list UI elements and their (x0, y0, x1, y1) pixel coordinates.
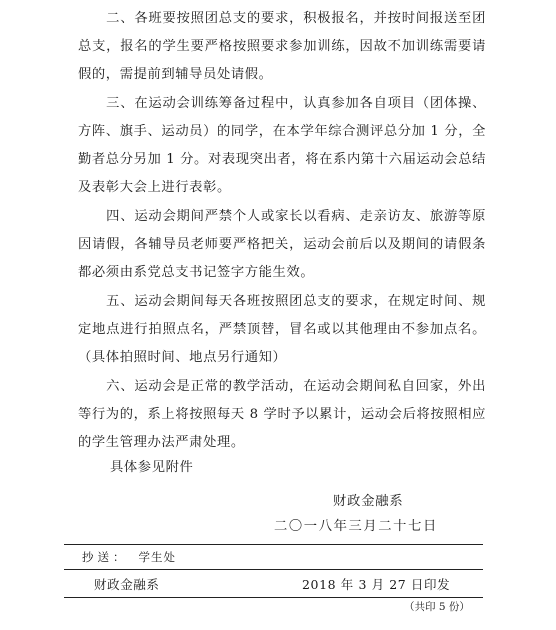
paragraph-registration (78, 5, 486, 89)
paragraph-text: 六、运动会是正常的教学活动，在运动会期间私自回家，外出等行为的，系上将按照每天 8 学时予以累计，运动会后将按照相应的学生管理办法严肃处理。 (78, 379, 486, 450)
paragraph-text: 二、各班要按照团总支的要求，积极报名，并按时间报送至团总支，报名的学生要严格按照要求参加训练，因故不加训练需要请假的，需提前到辅导员处请假。 (78, 11, 486, 82)
paragraph-text: 五、运动会期间每天各班按照团总支的要求，在规定时间、规定地点进行拍照点名，严禁顶替，冒名或以其他理由不参加点名。（具体拍照时间、地点另行通知） (78, 294, 486, 365)
paragraph-roll-call (78, 288, 486, 372)
paragraph-text: 三、在运动会训练筹备过程中，认真参加各自项目（团体操、方阵、旗手、运动员）的同学，在本学年综合测评总分加 1 分，全勤者总分另加 1 分。对表现突出者，将在系内第十六届运动会总结及表彰大会上进行表彰。 (78, 96, 486, 195)
paragraph-discipline (78, 373, 486, 457)
signature-date: 二〇一八年三月二十七日 (274, 519, 438, 534)
cc-label: 抄送： (82, 550, 129, 564)
cc-value: 学生处 (138, 550, 176, 564)
footer-middle-rule (64, 569, 483, 570)
footer-bottom-rule (64, 597, 483, 598)
attachment-note: 具体参见附件 (110, 460, 194, 475)
copies-count: （共印 5 份） (404, 601, 470, 613)
paragraph-text: 四、运动会期间严禁个人或家长以看病、走亲访友、旅游等原因请假，各辅导员老师要严格把关，运动会前后以及期间的请假条都必须由系党总支书记签字方能生效。 (78, 209, 486, 280)
issuer: 财政金融系 (94, 577, 160, 592)
footer-top-rule (64, 544, 483, 545)
cc-row (82, 548, 176, 566)
paragraph-leave-policy (78, 203, 486, 287)
print-date: 2018 年 3 月 27 日印发 (302, 577, 451, 592)
signature-department: 财政金融系 (333, 494, 404, 509)
paragraph-scoring (78, 90, 486, 202)
